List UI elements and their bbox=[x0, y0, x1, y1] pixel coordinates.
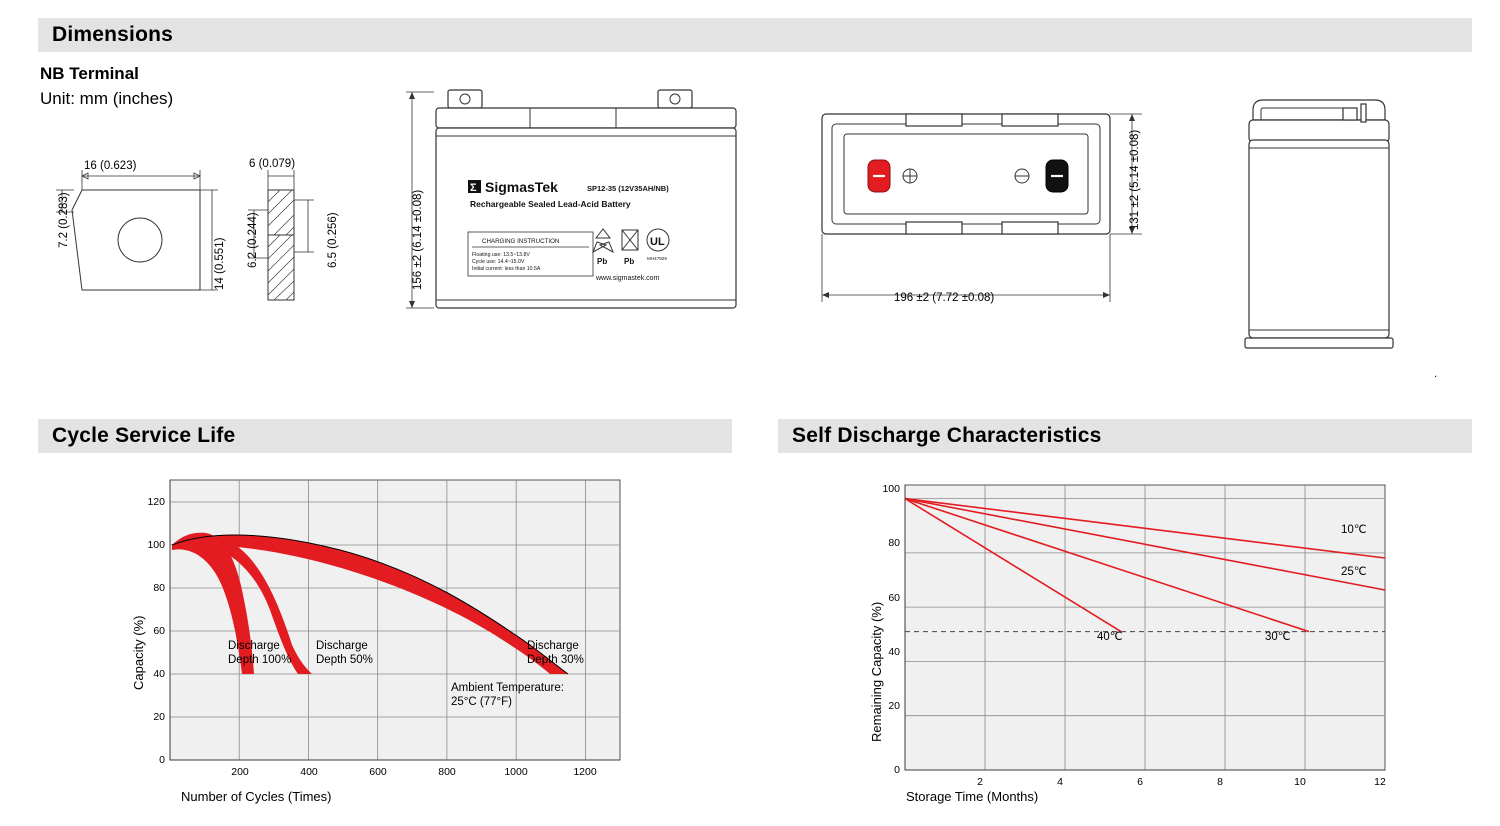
terminal-top-width-label: 16 (0.623) bbox=[84, 160, 137, 172]
ambient-temperature-note: Ambient Temperature: 25°C (77°F) bbox=[451, 682, 564, 709]
terminal-right-height-label: 6.5 (0.256) bbox=[327, 212, 339, 268]
cycle-xtick-1200: 1200 bbox=[573, 766, 597, 778]
svg-text:CHARGING INSTRUCTION: CHARGING INSTRUCTION bbox=[482, 238, 560, 245]
svg-text:Cycle use: 14.4~15.0V: Cycle use: 14.4~15.0V bbox=[472, 259, 525, 265]
dimensions-header-title: Dimensions bbox=[52, 23, 174, 46]
self-ytick-20: 20 bbox=[888, 700, 900, 712]
svg-text:Pb: Pb bbox=[624, 257, 635, 266]
cycle-service-life-chart bbox=[150, 470, 650, 780]
dimensions-section-header bbox=[38, 18, 1472, 52]
cycle-xtick-1000: 1000 bbox=[504, 766, 528, 778]
cycle-ytick-0: 0 bbox=[159, 754, 165, 766]
self-xtick-6: 6 bbox=[1137, 776, 1143, 788]
battery-top-height-label: 131 ±2 (5.14 ±0.08) bbox=[1129, 129, 1141, 230]
discharge-depth-100-note: Discharge Depth 100% bbox=[228, 640, 292, 667]
svg-text:www.sigmastek.com: www.sigmastek.com bbox=[596, 275, 660, 282]
cycle-y-axis-label: Capacity (%) bbox=[131, 615, 146, 690]
cycle-x-axis-label: Number of Cycles (Times) bbox=[181, 789, 332, 804]
terminal-left-height-label: 7.2 (0.283) bbox=[58, 192, 70, 248]
cycle-ytick-20: 20 bbox=[153, 711, 165, 723]
self-xtick-12: 12 bbox=[1374, 776, 1386, 788]
cycle-service-life-header bbox=[38, 419, 732, 453]
discharge-depth-50-note: Discharge Depth 50% bbox=[316, 640, 373, 667]
svg-text:SigmasTek: SigmasTek bbox=[485, 179, 558, 195]
svg-text:UL: UL bbox=[650, 236, 665, 248]
self-xtick-10: 10 bbox=[1294, 776, 1306, 788]
curve-label-30c: 30℃ bbox=[1265, 631, 1291, 643]
cycle-ytick-100: 100 bbox=[147, 539, 165, 551]
curve-label-10c: 10℃ bbox=[1341, 524, 1367, 536]
self-discharge-chart bbox=[860, 470, 1420, 780]
battery-top-width-label: 196 ±2 (7.72 ±0.08) bbox=[894, 292, 995, 304]
battery-top-view bbox=[810, 100, 1160, 320]
unit-line: Unit: mm (inches) bbox=[40, 89, 174, 108]
terminal-drawing bbox=[40, 150, 370, 320]
nb-terminal-subtitle: NB Terminal bbox=[40, 64, 139, 83]
svg-text:MH47929: MH47929 bbox=[647, 256, 667, 261]
self-ytick-60: 60 bbox=[888, 592, 900, 604]
terminal-inner-height-label: 6.2 (0.244) bbox=[247, 212, 259, 268]
battery-side-view bbox=[1235, 82, 1410, 362]
terminal-thickness-label: 6 (0.079) bbox=[249, 158, 296, 170]
battery-front-view bbox=[400, 80, 745, 320]
cycle-xtick-400: 400 bbox=[300, 766, 318, 778]
self-xtick-4: 4 bbox=[1057, 776, 1063, 788]
cycle-xtick-200: 200 bbox=[231, 766, 249, 778]
terminal-side-height-label: 14 (0.551) bbox=[214, 237, 226, 290]
self-ytick-100: 100 bbox=[882, 483, 900, 495]
cycle-ytick-40: 40 bbox=[153, 668, 165, 680]
cycle-ytick-120: 120 bbox=[147, 496, 165, 508]
cycle-ytick-60: 60 bbox=[153, 625, 165, 637]
self-ytick-40: 40 bbox=[888, 646, 900, 658]
curve-label-25c: 25℃ bbox=[1341, 566, 1367, 578]
discharge-depth-30-note: Discharge Depth 30% bbox=[527, 640, 584, 667]
svg-text:SP12-35 (12V35AH/NB): SP12-35 (12V35AH/NB) bbox=[587, 184, 669, 193]
battery-front-height-label: 156 ±2 (6.14 ±0.08) bbox=[412, 189, 424, 290]
self-ytick-80: 80 bbox=[888, 537, 900, 549]
cycle-xtick-600: 600 bbox=[369, 766, 387, 778]
svg-text:Σ: Σ bbox=[470, 182, 477, 194]
self-discharge-header bbox=[778, 419, 1472, 453]
self-ytick-0: 0 bbox=[894, 764, 900, 776]
svg-text:Floating use: 13.5~13.8V: Floating use: 13.5~13.8V bbox=[472, 252, 530, 258]
svg-text:Initial current: less than 10.: Initial current: less than 10.5A bbox=[472, 266, 541, 272]
self-xtick-8: 8 bbox=[1217, 776, 1223, 788]
self-discharge-title: Self Discharge Characteristics bbox=[792, 424, 1102, 447]
svg-text:Pb: Pb bbox=[597, 257, 608, 266]
self-y-axis-label: Remaining Capacity (%) bbox=[869, 601, 884, 742]
side-view-dot: . bbox=[1434, 368, 1438, 380]
self-xtick-2: 2 bbox=[977, 776, 983, 788]
cycle-xtick-800: 800 bbox=[438, 766, 456, 778]
self-x-axis-label: Storage Time (Months) bbox=[906, 789, 1039, 804]
cycle-service-life-title: Cycle Service Life bbox=[52, 424, 236, 447]
curve-label-40c: 40℃ bbox=[1097, 631, 1123, 643]
cycle-ytick-80: 80 bbox=[153, 582, 165, 594]
svg-text:Rechargeable Sealed Lead-Acid: Rechargeable Sealed Lead-Acid Battery bbox=[470, 199, 631, 209]
